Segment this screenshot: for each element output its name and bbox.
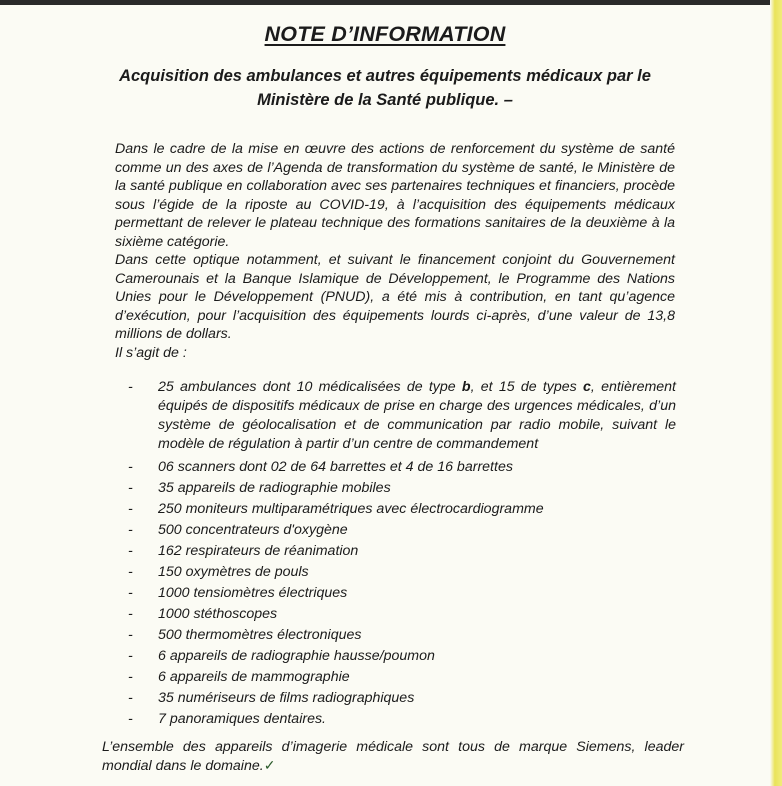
list-dash: - — [128, 585, 133, 601]
list-item-text: 162 respirateurs de réanimation — [158, 543, 359, 559]
list-dash: - — [128, 522, 133, 538]
list-item — [0, 478, 676, 499]
ambulances-text-2: , et 15 de types — [470, 379, 584, 395]
list-item — [0, 541, 676, 562]
list-dash: - — [128, 379, 133, 395]
subtitle-line-1: Acquisition des ambulances et autres équipements médicaux par le — [119, 67, 651, 85]
list-item-text: 150 oxymètres de pouls — [158, 564, 309, 580]
list-dash: - — [128, 669, 133, 685]
subtitle-line-2: Ministère de la Santé publique. – — [257, 91, 513, 109]
paragraph-context: Dans le cadre de la mise en œuvre des actions de renforcement du système de santé comme un des axes de l’Agenda de transformation du système de santé, le Ministère de la santé publique en collaboration avec ses partenaires techniques et financiers, procède sous l’égide de la riposte au COVID-19, à l’acquisition des équipements médicaux permettant de relever le plateau technique des formations sanitaires de la deuxième à la sixième catégorie. — [115, 141, 675, 250]
list-item — [0, 499, 676, 520]
list-item-text: 6 appareils de radiographie hausse/poumon — [158, 648, 435, 664]
document-subtitle — [80, 64, 690, 112]
list-item-text: 35 appareils de radiographie mobiles — [158, 480, 391, 496]
document-title — [0, 22, 770, 47]
handwritten-check-mark: ✓ — [263, 758, 276, 774]
list-item-text: 250 moniteurs multiparamétriques avec électrocardiogramme — [158, 501, 544, 517]
ambulances-text-3: , entièrement équipés de dispositifs médicaux de prise en charge des urgences médicales, d’un système de géolocalisation et de communication par radio mobile, suivant le modèle de régulation à partir d’un centre de commandement — [158, 379, 677, 452]
list-dash: - — [128, 648, 133, 664]
list-intro: Il s’agit de : — [115, 344, 187, 361]
list-dash: - — [128, 606, 133, 622]
list-item-text: 500 concentrateurs d'oxygène — [158, 522, 348, 538]
list-item-text: 1000 stéthoscopes — [158, 606, 278, 622]
list-item — [0, 625, 676, 646]
list-item-text: 35 numériseurs de films radiographiques — [158, 690, 415, 706]
ambulances-text-1: 25 ambulances dont 10 médicalisées de type — [158, 379, 462, 395]
list-dash: - — [128, 564, 133, 580]
list-dash: - — [128, 543, 133, 559]
list-item — [0, 667, 676, 688]
list-dash: - — [128, 690, 133, 706]
list-item-text: 7 panoramiques dentaires. — [158, 711, 326, 727]
list-item — [0, 604, 676, 625]
list-item-ambulances — [0, 378, 676, 454]
equipment-list — [0, 378, 676, 730]
list-item — [0, 646, 676, 667]
list-item-text: 6 appareils de mammographie — [158, 669, 350, 685]
list-dash: - — [128, 627, 133, 643]
closing-text: L’ensemble des appareils d’imagerie médicale sont tous de marque Siemens, leader mondial dans le domaine. — [102, 739, 684, 774]
type-b: b — [461, 379, 471, 395]
list-item — [0, 583, 676, 604]
list-dash: - — [128, 501, 133, 517]
list-dash: - — [128, 459, 133, 475]
list-item — [0, 709, 676, 730]
paragraph-financing: Dans cette optique notamment, et suivant le financement conjoint du Gouvernement Camerounais et la Banque Islamique de Développement, le Programme des Nations Unies pour le Développement (PNUD), a été mis à contribution, en tant qu’agence d’exécution, pour l’acquisition des équipements lourds ci-après, d’une valeur de 13,8 millions de dollars. — [115, 252, 675, 342]
list-item-text: 06 scanners dont 02 de 64 barrettes et 4 de 16 barrettes — [158, 459, 513, 475]
body-text — [115, 140, 675, 362]
title-text: NOTE D’INFORMATION — [264, 22, 506, 46]
list-item — [0, 520, 676, 541]
list-item — [0, 562, 676, 583]
list-dash: - — [128, 711, 133, 727]
list-item — [0, 688, 676, 709]
list-item-text: 1000 tensiomètres électriques — [158, 585, 348, 601]
list-item — [0, 457, 676, 478]
type-c: c — [583, 379, 591, 395]
closing-paragraph — [102, 738, 684, 776]
list-item-text: 500 thermomètres électroniques — [158, 627, 362, 643]
scan-right-edge — [770, 0, 782, 786]
list-dash: - — [128, 480, 133, 496]
